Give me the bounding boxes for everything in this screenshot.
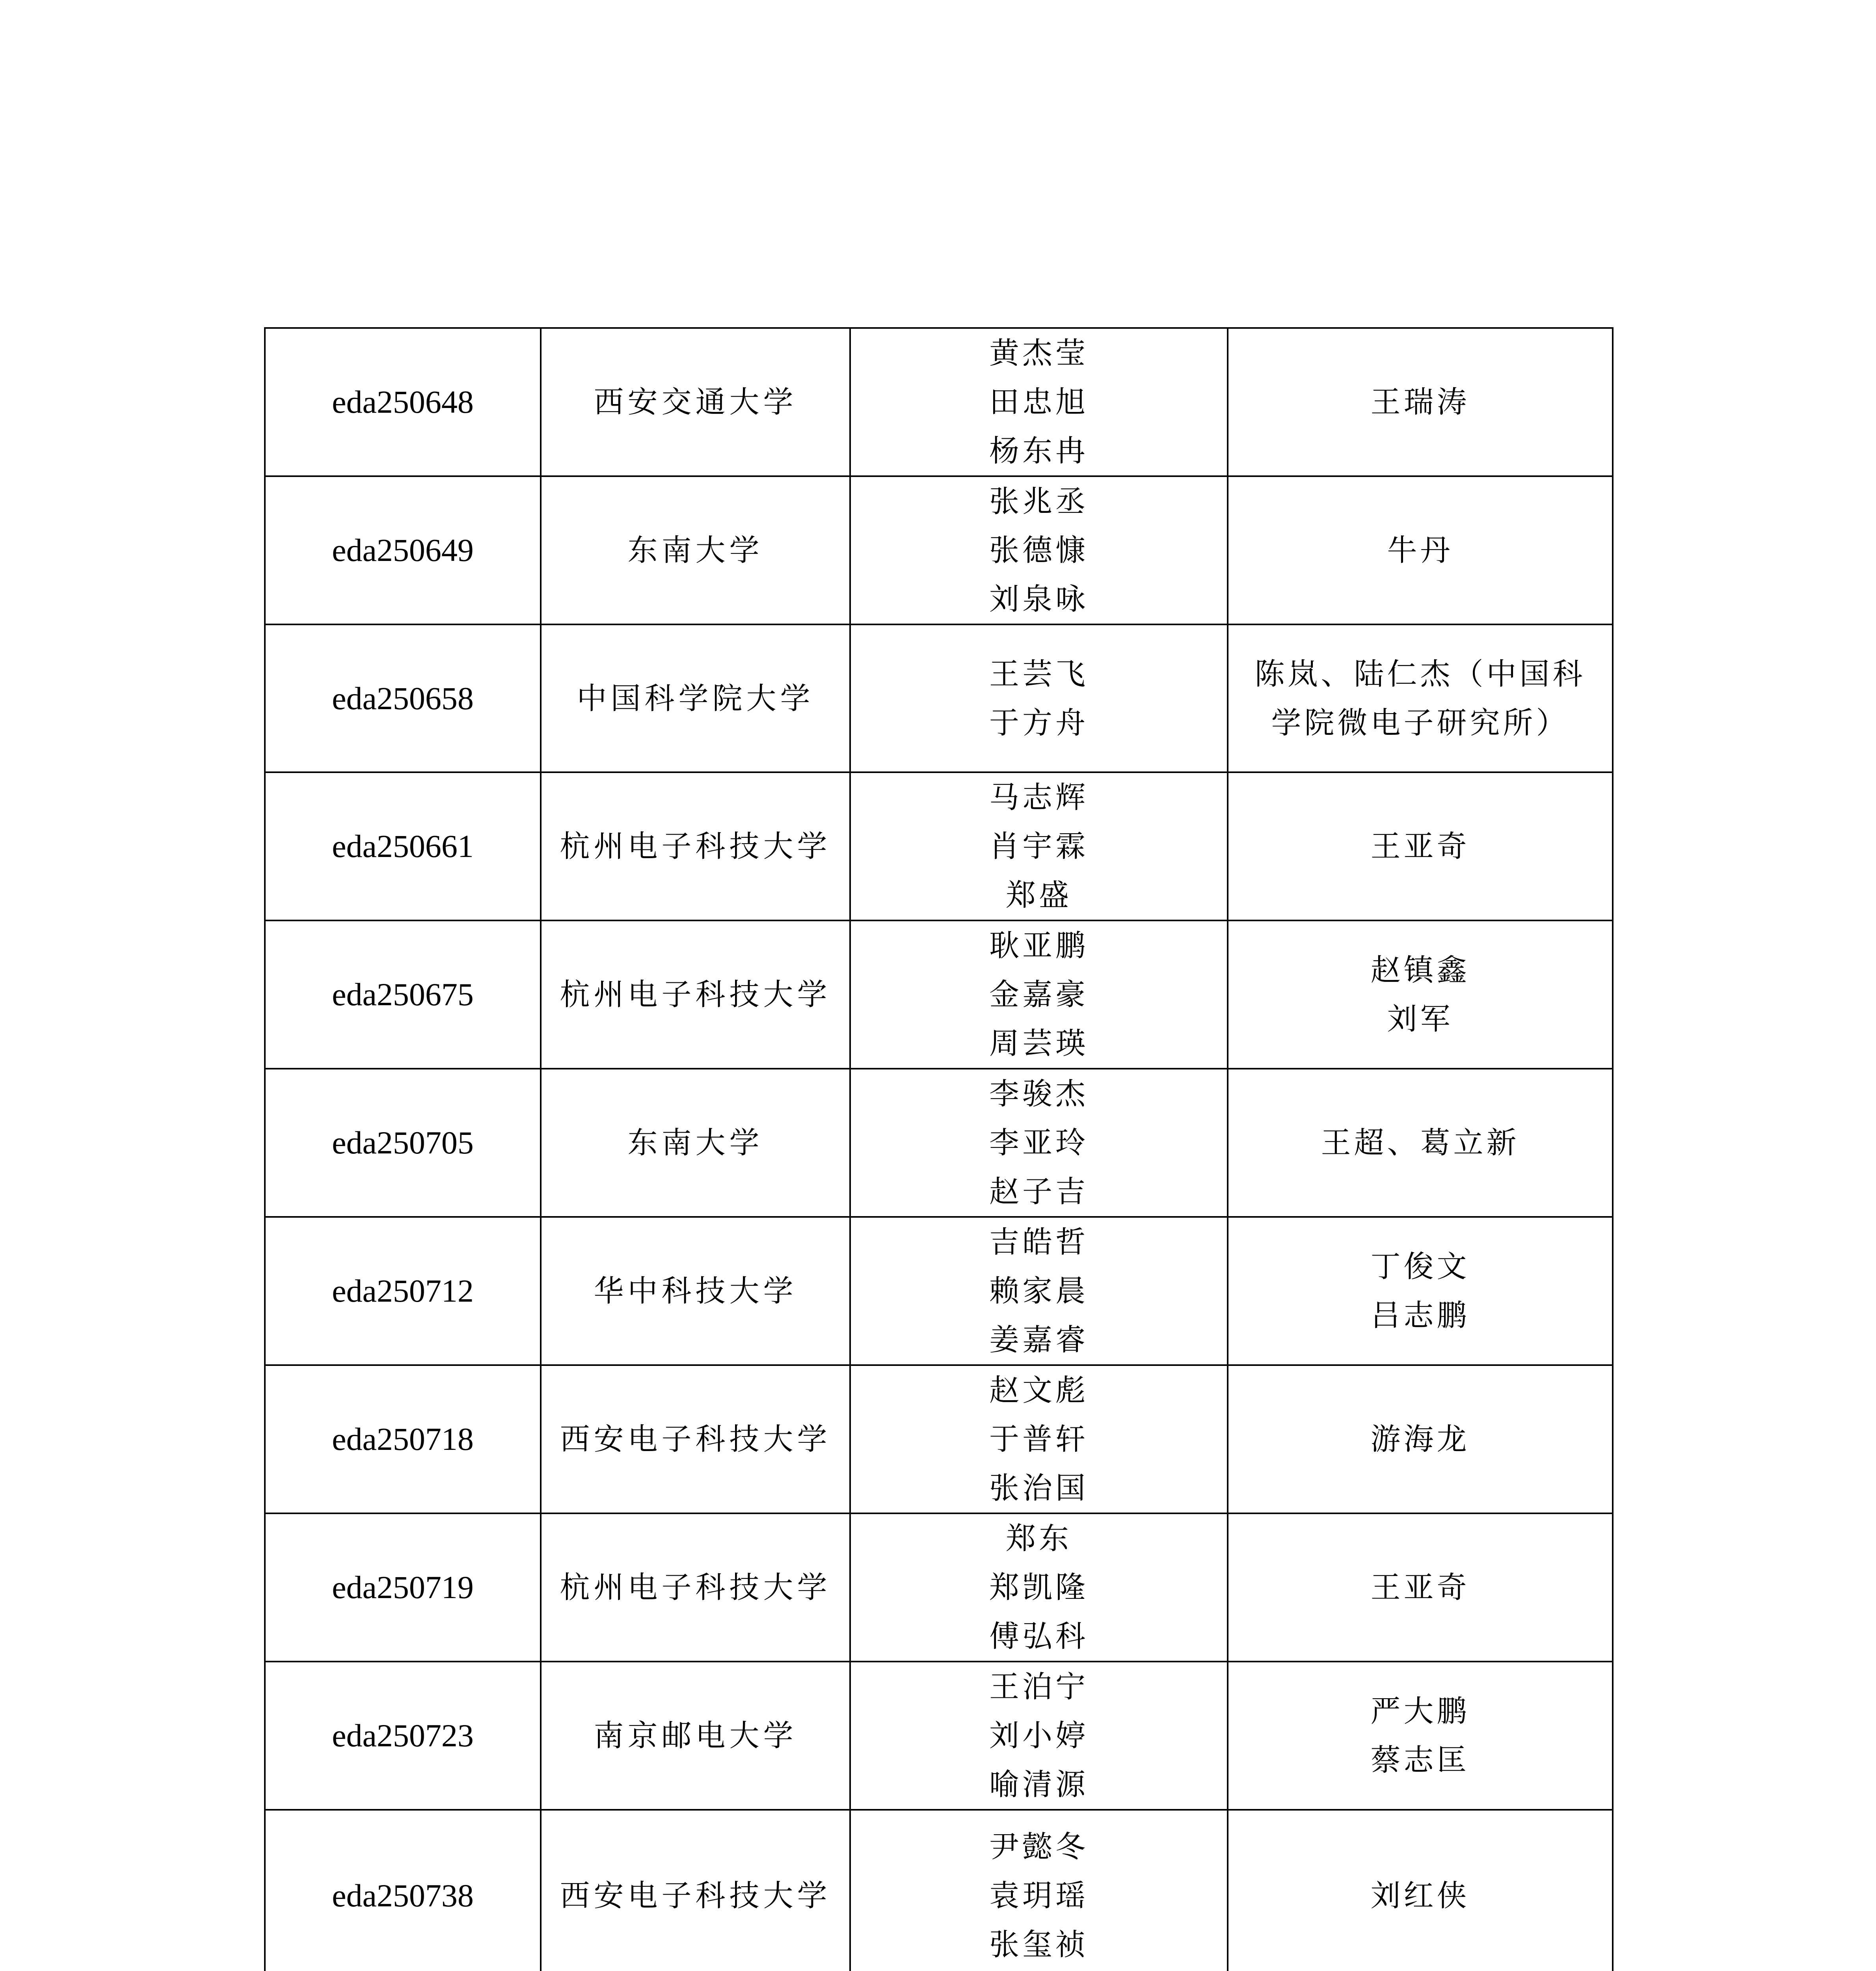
team-id-cell: eda250719	[265, 1513, 541, 1662]
advisor-name: 赵镇鑫	[1370, 952, 1470, 987]
school-cell: 南京邮电大学	[541, 1662, 850, 1810]
team-id-cell: eda250649	[265, 476, 541, 624]
results-table	[264, 327, 1614, 1971]
table-row	[265, 1810, 1613, 1971]
advisors-cell	[1228, 328, 1613, 476]
member-name: 吉皓哲	[989, 1224, 1089, 1259]
members-cell	[850, 920, 1228, 1069]
school-cell: 杭州电子科技大学	[541, 1513, 850, 1662]
team-id-cell: eda250738	[265, 1810, 541, 1971]
member-name: 姜嘉睿	[989, 1322, 1089, 1357]
member-name: 耿亚鹏	[989, 928, 1089, 963]
team-id-cell: eda250661	[265, 772, 541, 920]
team-id-cell: eda250648	[265, 328, 541, 476]
advisor-name: 严大鹏	[1370, 1693, 1470, 1729]
team-id-cell: eda250675	[265, 920, 541, 1069]
advisors-cell	[1228, 624, 1613, 772]
member-name: 于普轩	[989, 1421, 1089, 1457]
team-id-cell: eda250712	[265, 1217, 541, 1365]
members-cell	[850, 1810, 1228, 1971]
school-cell: 华中科技大学	[541, 1217, 850, 1365]
advisor-name: 王超、葛立新	[1321, 1125, 1520, 1160]
advisor-name: 王瑞涛	[1370, 384, 1470, 419]
advisors-cell	[1228, 1217, 1613, 1365]
members-cell	[850, 624, 1228, 772]
member-name: 刘小婷	[989, 1718, 1089, 1753]
member-name: 李亚玲	[989, 1125, 1089, 1160]
table-row	[265, 772, 1613, 920]
school-cell: 西安电子科技大学	[541, 1365, 850, 1513]
members-cell	[850, 1069, 1228, 1217]
table-row	[265, 476, 1613, 624]
member-name: 金嘉豪	[989, 977, 1089, 1012]
school-cell: 西安电子科技大学	[541, 1810, 850, 1971]
advisor-name: 游海龙	[1370, 1421, 1470, 1457]
member-name: 张治国	[989, 1470, 1089, 1505]
advisor-name: 牛丹	[1387, 533, 1454, 568]
advisor-name: 王亚奇	[1370, 829, 1470, 864]
advisors-cell	[1228, 1662, 1613, 1810]
member-name: 赖家晨	[989, 1273, 1089, 1308]
member-name: 喻清源	[989, 1767, 1089, 1802]
advisors-cell	[1228, 476, 1613, 624]
members-cell	[850, 1662, 1228, 1810]
school-cell: 杭州电子科技大学	[541, 772, 850, 920]
advisors-cell	[1228, 920, 1613, 1069]
member-name: 尹懿冬	[989, 1829, 1089, 1864]
school-cell: 杭州电子科技大学	[541, 920, 850, 1069]
table-row	[265, 624, 1613, 772]
team-id-cell: eda250718	[265, 1365, 541, 1513]
advisors-cell	[1228, 772, 1613, 920]
member-name: 刘泉咏	[989, 581, 1089, 617]
member-name: 张玺祯	[989, 1926, 1089, 1962]
school-cell: 东南大学	[541, 476, 850, 624]
member-name: 傅弘科	[989, 1619, 1089, 1654]
team-id-cell: eda250658	[265, 624, 541, 772]
table-row	[265, 1069, 1613, 1217]
members-cell	[850, 1513, 1228, 1662]
member-name: 于方舟	[989, 705, 1089, 740]
members-cell	[850, 1217, 1228, 1365]
table-row	[265, 1513, 1613, 1662]
member-name: 赵文彪	[989, 1373, 1089, 1408]
members-cell	[850, 1365, 1228, 1513]
advisor-name: 刘红侠	[1370, 1878, 1470, 1913]
advisor-name: 吕志鹏	[1370, 1298, 1470, 1333]
member-name: 郑凯隆	[989, 1570, 1089, 1605]
school-cell: 东南大学	[541, 1069, 850, 1217]
school-cell: 中国科学院大学	[541, 624, 850, 772]
members-cell	[850, 772, 1228, 920]
member-name: 肖宇霖	[989, 829, 1089, 864]
member-name: 王芸飞	[989, 656, 1089, 691]
advisors-cell	[1228, 1069, 1613, 1217]
member-name: 赵子吉	[989, 1174, 1089, 1209]
team-id-cell: eda250705	[265, 1069, 541, 1217]
advisors-cell	[1228, 1810, 1613, 1971]
table-row	[265, 328, 1613, 476]
table-row	[265, 1217, 1613, 1365]
member-name: 周芸瑛	[989, 1026, 1089, 1061]
advisor-name: 刘军	[1387, 1001, 1454, 1036]
members-cell	[850, 328, 1228, 476]
member-name: 郑东	[1006, 1521, 1072, 1556]
table-row	[265, 1662, 1613, 1810]
advisors-cell	[1228, 1513, 1613, 1662]
advisors-cell	[1228, 1365, 1613, 1513]
advisor-name: 王亚奇	[1370, 1570, 1470, 1605]
member-name: 袁玥瑶	[989, 1878, 1089, 1913]
members-cell	[850, 476, 1228, 624]
table-row	[265, 920, 1613, 1069]
team-id-cell: eda250723	[265, 1662, 541, 1810]
table-body	[265, 328, 1613, 1971]
member-name: 张兆丞	[989, 484, 1089, 519]
member-name: 张德慷	[989, 533, 1089, 568]
member-name: 王泊宁	[989, 1669, 1089, 1704]
member-name: 田忠旭	[989, 384, 1089, 419]
advisor-name: 蔡志匡	[1370, 1742, 1470, 1777]
table-row	[265, 1365, 1613, 1513]
member-name: 黄杰莹	[989, 335, 1089, 371]
school-cell: 西安交通大学	[541, 328, 850, 476]
advisor-name: 丁俊文	[1370, 1249, 1470, 1284]
advisor-name: 陈岚、陆仁杰（中国科	[1254, 656, 1586, 691]
member-name: 马志辉	[989, 780, 1089, 815]
member-name: 郑盛	[1006, 877, 1072, 913]
member-name: 杨东冉	[989, 433, 1089, 468]
member-name: 李骏杰	[989, 1076, 1089, 1111]
advisor-name: 学院微电子研究所）	[1271, 705, 1569, 740]
